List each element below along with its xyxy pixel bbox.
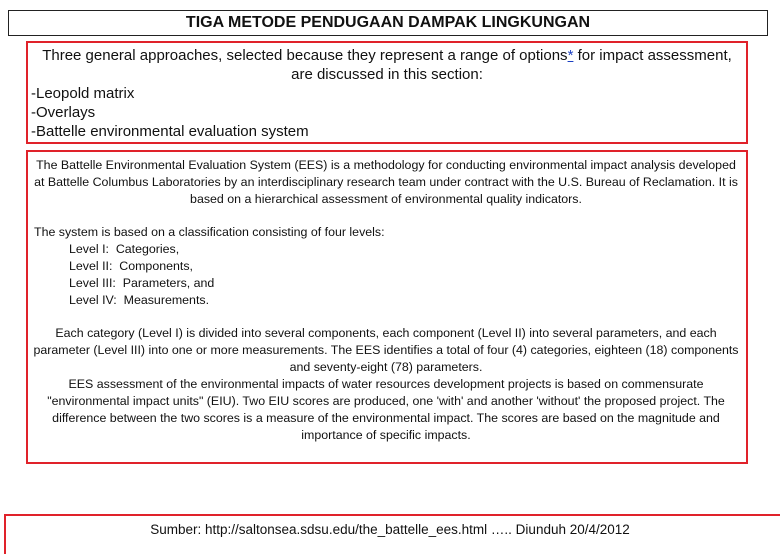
levels-intro: The system is based on a classification consisting of four levels: <box>34 225 385 239</box>
level-item-3: Level III: Parameters, and <box>69 276 215 290</box>
level-item-1: Level I: Categories, <box>69 242 180 256</box>
options-footnote-link[interactable]: * <box>567 47 574 64</box>
methods-list <box>31 84 309 141</box>
intro-after-link: for impact assessment, are discussed in this section: <box>291 47 732 83</box>
method-item-leopold: -Leopold matrix <box>31 85 135 102</box>
method-item-overlays: -Overlays <box>31 104 96 121</box>
intro-text <box>42 46 732 84</box>
battelle-paragraphs-3-4 <box>30 325 742 444</box>
battelle-paragraph-1: The Battelle Environmental Evaluation System (EES) is a methodology for conducting environmental impact analysis developed at Battelle Columbus Laboratories by an interdisciplinary research team under contract with the U.S. Bureau of Reclamation. It is based on a hierarchical assessment of environmental quality indicators. <box>34 158 738 206</box>
battelle-paragraph-4: EES assessment of the environmental impacts of water resources development projects is based on commensurate "environmental impact units" (EIU). Two EIU scores are produced, one 'with' and another 'without' the proposed project. The difference between the two scores is a measure of the environmental impact. The scores are based on the magnitude and importance of specific impacts. <box>47 377 725 442</box>
battelle-paragraph-3: Each category (Level I) is divided into several components, each component (Level II) into several parameters, and each parameter (Level III) into one or more measurements. The EES identifies a total of four (4) categories, eighteen (18) components and seventy-eight (78) parameters. <box>33 326 739 374</box>
level-item-4: Level IV: Measurements. <box>69 293 210 307</box>
slide-title: TIGA METODE PENDUGAAN DAMPAK LINGKUNGAN <box>8 10 768 36</box>
source-citation: Sumber: http://saltonsea.sdsu.edu/the_battelle_ees.html ….. Diunduh 20/4/2012 <box>150 522 630 537</box>
level-item-2: Level II: Components, <box>69 259 193 273</box>
intro-before-link: Three general approaches, selected because they represent a range of options <box>42 47 568 64</box>
levels-block <box>34 224 385 309</box>
method-item-battelle: -Battelle environmental evaluation system <box>31 123 309 140</box>
